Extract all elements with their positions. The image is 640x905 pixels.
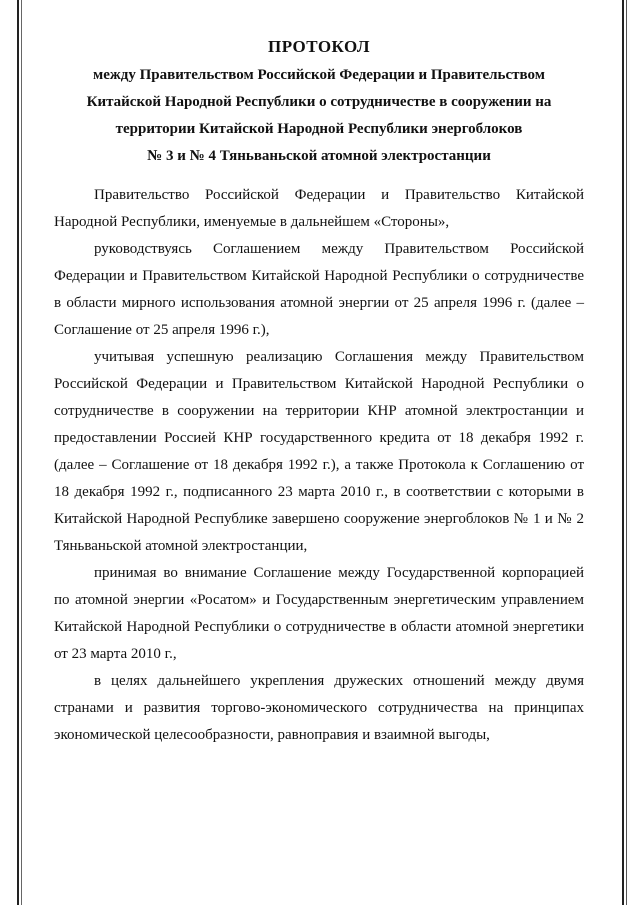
document-body xyxy=(54,36,584,749)
paragraph-considering: учитывая успешную реализацию Соглашения между Правительством Российской Федерации и Правительством Китайской Народной Республики о сотрудничестве в сооружении на территории КНР атомной электростанции и предоставлении Россией КНР государственного кредита от 18 декабря 1992 г. (далее – Соглашение от 18 декабря 1992 г.), а также Протокола к Соглашению от 18 декабря 1992 г., подписанного 23 марта 2010 г., в соответствии с которыми в Китайской Народной Республике завершено сооружение энергоблоков № 1 и № 2 Тяньваньской атомной электростанции, xyxy=(54,349,584,554)
scan-border-left-inner xyxy=(21,0,22,905)
scan-border-right xyxy=(622,0,624,905)
paragraph-guided-by: руководствуясь Соглашением между Правительством Российской Федерации и Правительством Китайской Народной Республики о сотрудничестве в области мирного использования атомной энергии от 25 апреля 1996 г. (далее – Соглашение от 25 апреля 1996 г.), xyxy=(54,241,584,338)
paragraph-parties: Правительство Российской Федерации и Правительство Китайской Народной Республики, именуемые в дальнейшем «Стороны», xyxy=(54,187,584,230)
paragraph-taking-into-account: принимая во внимание Соглашение между Государственной корпорацией по атомной энергии «Росатом» и Государственным энергетическим управлением Китайской Народной Республики о сотрудничестве в области атомной энергетики от 23 марта 2010 г., xyxy=(54,565,584,662)
subtitle-line: между Правительством Российской Федерации и Правительством xyxy=(93,67,545,83)
scan-border-right-outer xyxy=(626,0,627,905)
paragraph-purpose: в целях дальнейшего укрепления дружеских отношений между двумя странами и развития торгово-экономического сотрудничества на принципах экономической целесообразности, равноправия и взаимной выгоды, xyxy=(54,673,584,743)
document-title: ПРОТОКОЛ xyxy=(267,37,370,56)
subtitle-line: территории Китайской Народной Республики энергоблоков xyxy=(115,121,523,137)
subtitle-line: № 3 и № 4 Тяньваньской атомной электростанции xyxy=(147,148,491,164)
subtitle-line: Китайской Народной Республики о сотрудничестве в сооружении на xyxy=(86,94,552,110)
scan-border-left xyxy=(17,0,19,905)
document-subtitle xyxy=(54,62,584,170)
